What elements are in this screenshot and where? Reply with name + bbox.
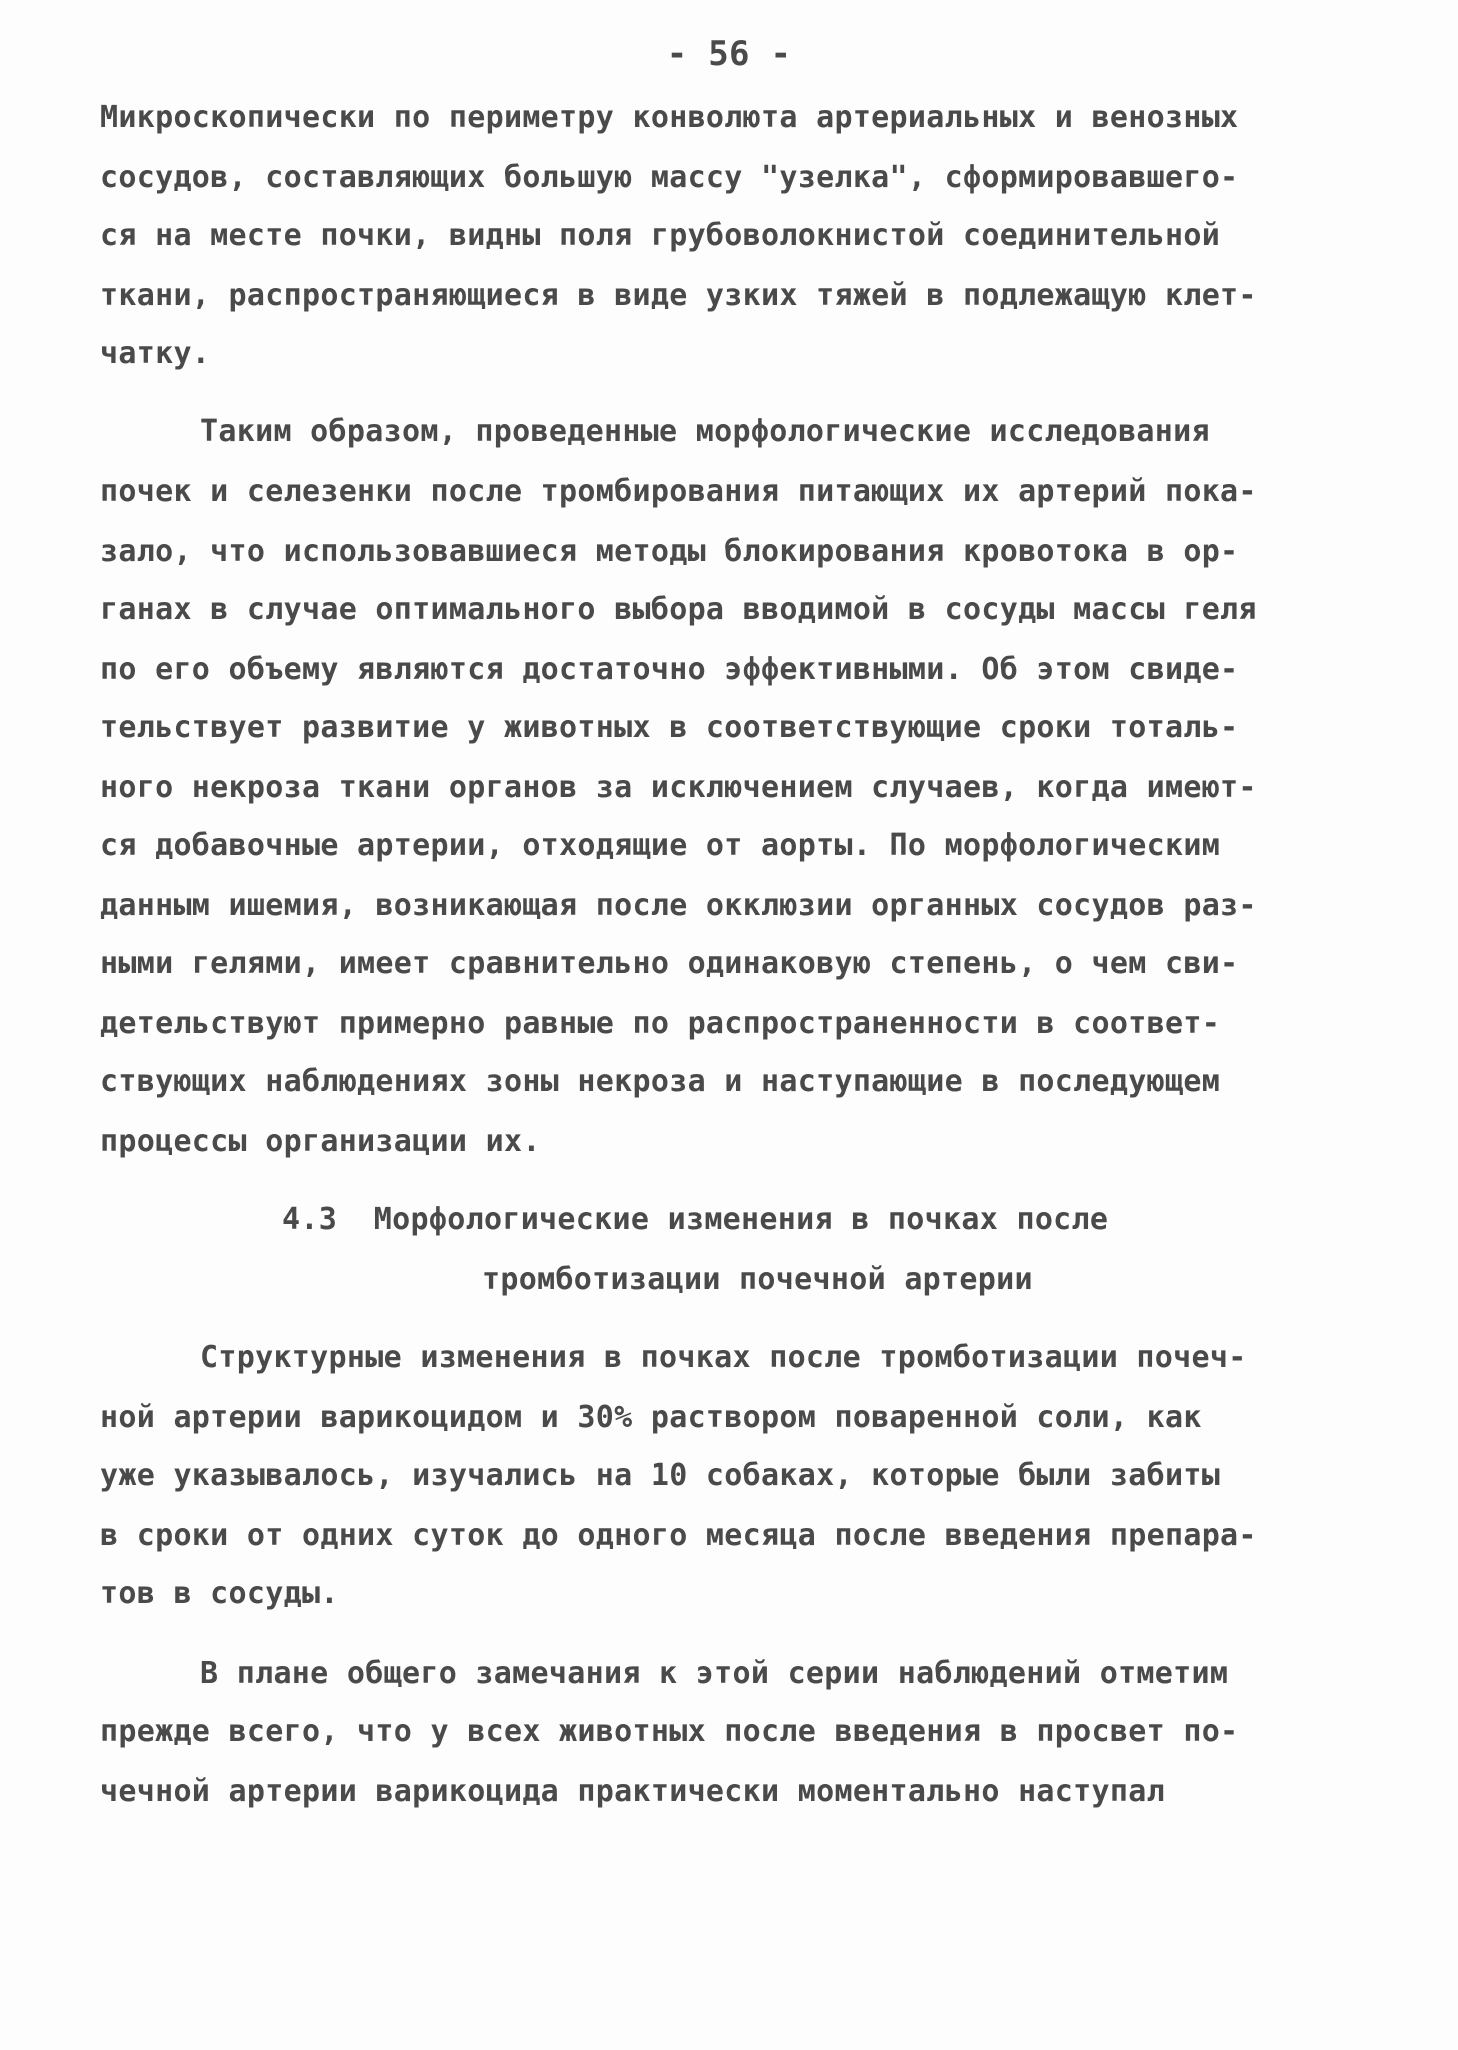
text-line: детельствуют примерно равные по распространенности в соответ-	[100, 1006, 1221, 1041]
text-line: ся добавочные артерии, отходящие от аорты. По морфологическим	[100, 828, 1221, 863]
text-line: по его объему являются достаточно эффективными. Об этом свиде-	[100, 652, 1239, 687]
text-line: тельствует развитие у животных в соответствующие сроки тоталь-	[100, 710, 1239, 745]
section-heading: 4.3 Морфологические изменения в почках после	[282, 1202, 1109, 1237]
text-line: ной артерии варикоцидом и 30% раствором поваренной соли, как	[100, 1400, 1202, 1435]
text-line: Микроскопически по периметру конволюта артериальных и венозных	[100, 100, 1239, 135]
text-line: ганах в случае оптимального выбора вводимой в сосуды массы геля	[100, 592, 1257, 627]
text-line-indented: Таким образом, проведенные морфологические исследования	[200, 414, 1210, 449]
text-line: уже указывалось, изучались на 10 собаках, которые были забиты	[100, 1458, 1221, 1493]
text-line: данным ишемия, возникающая после окклюзии органных сосудов раз-	[100, 888, 1257, 923]
text-line: ными гелями, имеет сравнительно одинаковую степень, о чем сви-	[100, 946, 1239, 981]
text-line: прежде всего, что у всех животных после введения в просвет по-	[100, 1714, 1239, 1749]
text-line-indented: Структурные изменения в почках после тромботизации почеч-	[200, 1340, 1247, 1375]
section-heading-continued: тромботизации почечной артерии	[482, 1262, 1033, 1297]
text-line: процессы организации их.	[100, 1124, 541, 1159]
text-line: тов в сосуды.	[100, 1576, 339, 1611]
text-line: почек и селезенки после тромбирования питающих их артерий пока-	[100, 474, 1257, 509]
text-line: сосудов, составляющих большую массу "узелка", сформировавшего-	[100, 160, 1239, 195]
text-line: в сроки от одних суток до одного месяца после введения препара-	[100, 1518, 1257, 1553]
text-line: чатку.	[100, 336, 211, 371]
page-number: - 56 -	[666, 34, 792, 74]
text-line: чечной артерии варикоцида практически моментально наступал	[100, 1774, 1165, 1809]
text-line: ного некроза ткани органов за исключением случаев, когда имеют-	[100, 770, 1257, 805]
text-line: ствующих наблюдениях зоны некроза и наступающие в последующем	[100, 1064, 1221, 1099]
text-line: ткани, распространяющиеся в виде узких тяжей в подлежащую клет-	[100, 278, 1257, 313]
text-line: зало, что использовавшиеся методы блокирования кровотока в ор-	[100, 534, 1239, 569]
text-line-indented: В плане общего замечания к этой серии наблюдений отметим	[200, 1656, 1229, 1691]
text-line: ся на месте почки, видны поля грубоволокнистой соединительной	[100, 218, 1221, 253]
